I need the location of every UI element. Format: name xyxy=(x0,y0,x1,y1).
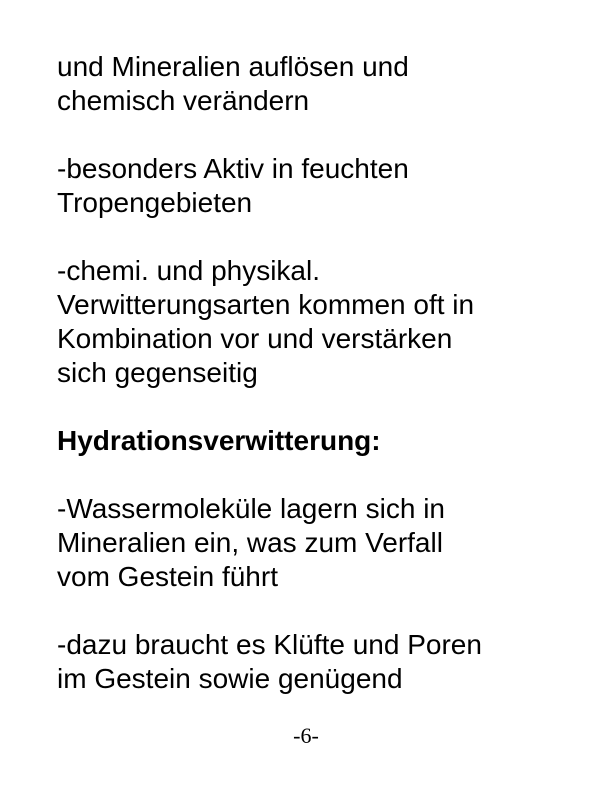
text-line: Verwitterungsarten kommen oft in xyxy=(57,289,475,320)
text-line: im Gestein sowie genügend xyxy=(57,663,403,694)
heading-text: Hydrationsverwitterung: xyxy=(57,425,381,456)
text-line: und Mineralien auflösen und xyxy=(57,51,409,82)
section-heading xyxy=(57,424,577,458)
text-line: Kombination vor und verstärken xyxy=(57,323,453,354)
paragraph-5 xyxy=(57,628,577,696)
page-number: -6- xyxy=(293,723,319,748)
document-page xyxy=(57,50,577,730)
text-line: chemisch verändern xyxy=(57,85,310,116)
text-line: Mineralien ein, was zum Verfall xyxy=(57,527,443,558)
paragraph-4 xyxy=(57,492,577,594)
text-line: -Wassermoleküle lagern sich in xyxy=(57,493,445,524)
paragraph-2 xyxy=(57,152,577,220)
text-line: vom Gestein führt xyxy=(57,561,278,592)
text-line: -chemi. und physikal. xyxy=(57,255,321,286)
text-line: -dazu braucht es Klüfte und Poren xyxy=(57,629,482,660)
text-line: Tropengebieten xyxy=(57,187,253,218)
paragraph-3 xyxy=(57,254,577,390)
text-line: sich gegenseitig xyxy=(57,357,258,388)
text-line: -besonders Aktiv in feuchten xyxy=(57,153,409,184)
paragraph-1 xyxy=(57,50,577,118)
